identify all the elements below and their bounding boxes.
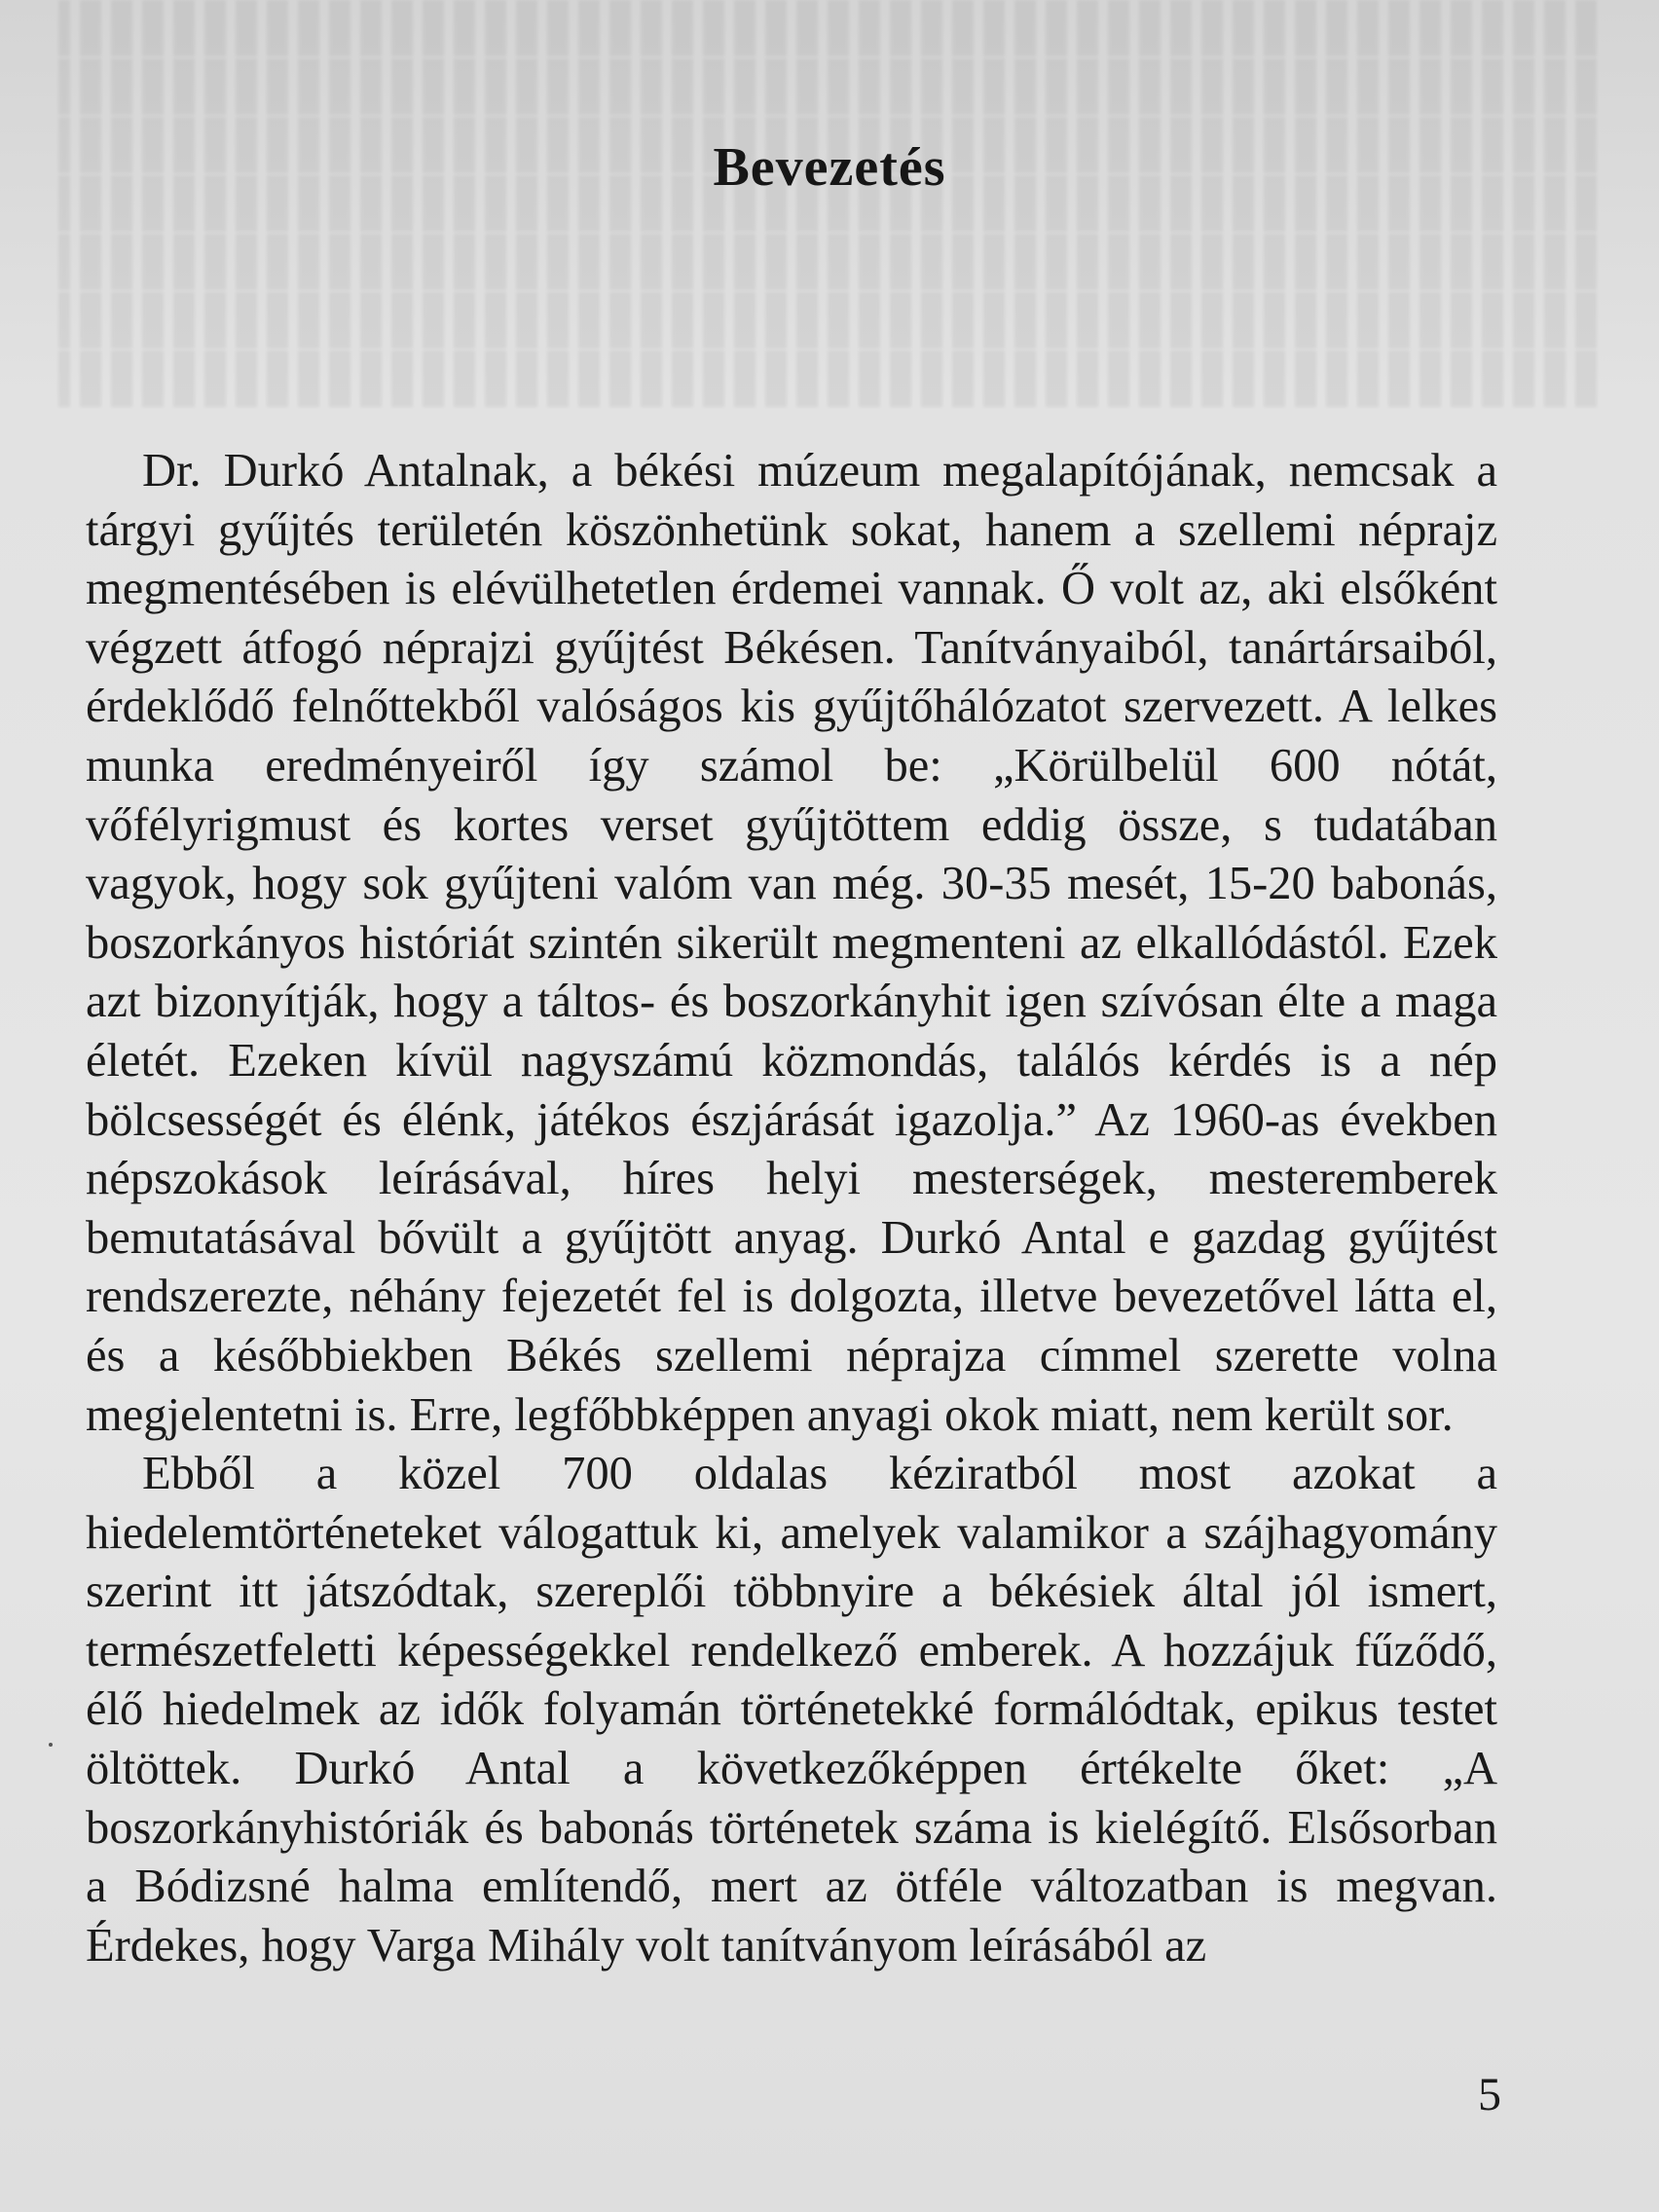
- margin-speck: [49, 1743, 53, 1747]
- paragraph-1: Dr. Durkó Antalnak, a békési múzeum megalapítójának, nemcsak a tárgyi gyűjtés területén köszönhetünk sokat, hanem a szellemi néprajz megmentésében is elévülhetetlen érdemei vannak. Ő volt az, aki elsőként végzett átfogó néprajzi gyűjtést Békésen. Tanítványaiból, tanártársaiból, érdeklődő felnőttekből valóságos kis gyűjtőhálózatot szervezett. A lelkes munka eredményeiről így számol be: „Körülbelül 600 nótát, vőfélyrigmust és kortes verset gyűjtöttem eddig össze, s tudatában vagyok, hogy sok gyűjteni valóm van még. 30-35 mesét, 15-20 babonás, boszorkányos históriát szintén sikerült megmenteni az elkallódástól. Ezek azt bizonyítják, hogy a táltos- és boszorkányhit igen szívósan élte a maga életét. Ezeken kívül nagyszámú közmondás, találós kérdés is a nép bölcsességét és élénk, játékos észjárását igazolja.” Az 1960-as években népszokások leírásával, híres helyi mesterségek, mesteremberek bemutatásával bővült a gyűjtött anyag. Durkó Antal e gazdag gyűjtést rendszerezte, néhány fejezetét fel is dolgozta, illetve bevezetővel látta el, és a későbbiekben Békés szellemi néprajza címmel szerette volna megjelentetni is. Erre, legfőbbképpen anyagi okok miatt, nem került sor.: [86, 445, 1497, 1441]
- bleed-through-text: [58, 0, 1597, 428]
- page-title: Bevezetés: [713, 137, 946, 198]
- page-number: 5: [1478, 2069, 1501, 2120]
- paragraph-2: Ebből a közel 700 oldalas kéziratból most azokat a hiedelemtörténeteket válogattuk ki, amelyek valamikor a szájhagyomány szerint itt játszódtak, szereplői többnyire a békésiek által jól ismert, természetfeletti képességekkel rendelkező emberek. A hozzájuk fűződő, élő hiedelmek az idők folyamán történetekké formálódtak, epikus testet öltöttek. Durkó Antal a következőképpen értékelte őket: „A boszorkányhistóriák és babonás történetek száma is kielégítő. Elsősorban a Bódizsné halma említendő, mert az ötféle változatban is megvan. Érdekes, hogy Varga Mihály volt tanítványom leírásából az: [86, 1448, 1497, 1972]
- body-text: [86, 442, 1497, 1975]
